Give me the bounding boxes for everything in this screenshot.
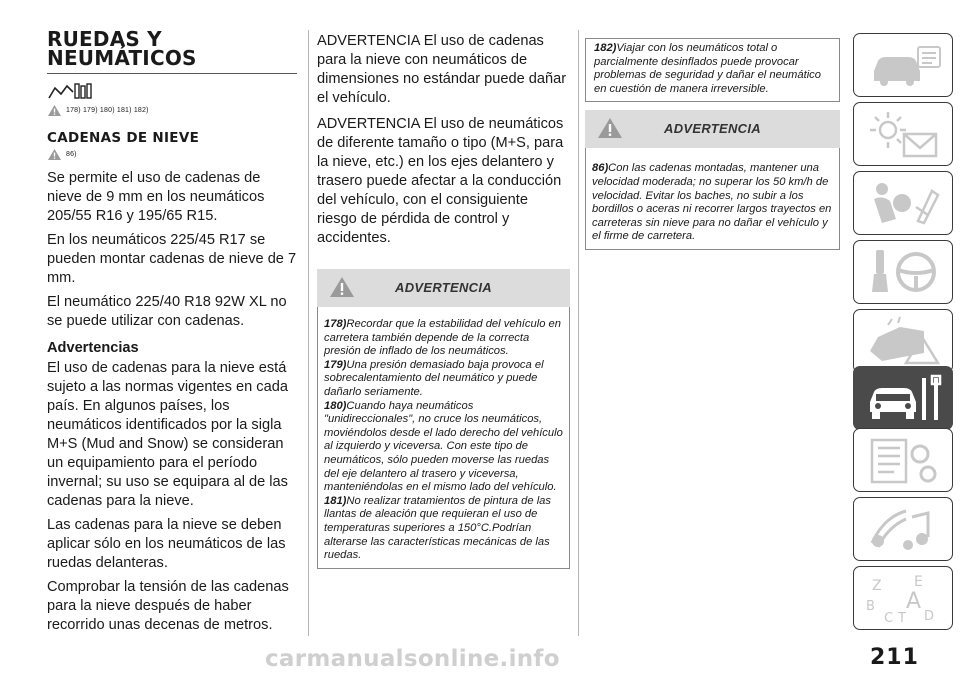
warning-item: 181)No realizar tratamientos de pintura de las llantas de aleación que requieran el uso de temperaturas superiores a 150°C.Podrían alterarse las características mecánicas de las ruedas. xyxy=(324,494,551,562)
warning-body xyxy=(585,148,840,250)
warning-box xyxy=(317,269,570,569)
warning-title: ADVERTENCIA xyxy=(664,121,761,137)
page-title-line1: RUEDAS Y xyxy=(47,27,162,51)
warning-triangle-icon xyxy=(329,276,355,298)
warning-body xyxy=(317,307,570,569)
column-divider xyxy=(308,30,309,636)
subheading: Advertencias xyxy=(47,340,139,356)
paragraph: Se permite el uso de cadenas de nieve de 9 mm en los neumáticos 205/55 R16 y 195/65 R15. xyxy=(47,170,265,224)
svg-text:T: T xyxy=(898,611,906,626)
title-refs xyxy=(47,102,297,118)
paragraph: Las cadenas para la nieve se deben aplicar sólo en los neumáticos de las ruedas delanteras. xyxy=(47,517,286,571)
paragraph: En los neumáticos 225/45 R17 se pueden montar cadenas de nieve de 7 mm. xyxy=(47,232,297,286)
warning-item: 178)Recordar que la estabilidad del vehículo en carretera también depende de la correcta presión de inflado de los neumáticos. xyxy=(324,318,561,358)
column-1 xyxy=(47,27,297,635)
title-rule xyxy=(47,73,297,74)
warning-triangle-icon xyxy=(47,148,62,161)
warning-lights-icon xyxy=(862,108,946,162)
tire-chain-icon xyxy=(47,80,297,102)
warning-triangle-icon xyxy=(47,104,62,117)
paragraph: ADVERTENCIA El uso de neumáticos de diferente tamaño o tipo (M+S, para la nieve, etc.) en los ejes delantero y trasero puede afectar a la conducción del vehículo, con el consiguiente riesgo de pérdida de control y accidentes. xyxy=(317,116,564,246)
warning-item: 180)Cuando haya neumáticos "unidireccionales", no cruce los neumáticos, moviéndolos desde el lado derecho del vehículo al izquierdo y viceversa. Con este tipo de neumáticos, sólo pueden moverse las ruedas del eje delantero al trasero y viceversa, manteniéndolas en el mismo lado del vehículo. xyxy=(324,399,563,494)
page-title-line2: NEUMÁTICOS xyxy=(47,46,197,70)
emergency-car-icon xyxy=(862,315,946,369)
watermark: carmanualsonline.info xyxy=(265,646,560,672)
section-refs xyxy=(47,146,297,162)
warning-header xyxy=(317,269,570,307)
paragraph: El uso de cadenas para la nieve está sujeto a las normas vigentes en cada país. En algunos países, los neumáticos identificados por la sigla M+S (Mud and Snow) se consideran un equipamiento para el período invernal; su uso se equipara al de las cadenas para la nieve. xyxy=(47,360,288,509)
page-number: 211 xyxy=(870,645,919,670)
paragraph: ADVERTENCIA El uso de cadenas para la nieve con neumáticos de dimensiones no estándar puede dañar el vehículo. xyxy=(317,33,567,106)
warning-title: ADVERTENCIA xyxy=(395,280,492,295)
warning-box xyxy=(585,110,840,250)
nav-tab-safety[interactable] xyxy=(853,171,953,235)
alphabetical-index-icon xyxy=(862,572,946,626)
warning-item: 179)Una presión demasiado baja provoca el sobrecalentamiento del neumático y puede dañarlo seriamente. xyxy=(324,358,544,398)
svg-text:B: B xyxy=(866,599,875,614)
column-3 xyxy=(585,38,840,250)
column-divider xyxy=(578,30,579,636)
nav-tab-index[interactable] xyxy=(853,566,953,630)
multimedia-icon xyxy=(862,503,946,557)
seat-airbag-icon xyxy=(862,177,946,231)
svg-text:A: A xyxy=(906,589,922,614)
technical-data-icon xyxy=(862,434,946,488)
nav-tab-multimedia[interactable] xyxy=(853,497,953,561)
svg-text:D: D xyxy=(924,609,935,624)
nav-tab-servicing[interactable] xyxy=(853,366,953,430)
section-title: CADENAS DE NIEVE xyxy=(47,130,200,146)
car-wrench-icon xyxy=(862,372,946,426)
warning-header xyxy=(585,110,840,148)
svg-text:E: E xyxy=(914,574,923,590)
nav-tab-technical-data[interactable] xyxy=(853,428,953,492)
paragraph: El neumático 225/40 R18 92W XL no se puede utilizar con cadenas. xyxy=(47,294,287,329)
key-steering-icon xyxy=(862,246,946,300)
nav-tab-emergency[interactable] xyxy=(853,309,953,373)
warning-continued-box: 182)Viajar con los neumáticos total o parcialmente desinflados puede provocar problemas de seguridad y dañar el neumático en cuestión de manera irreversible. xyxy=(585,38,840,102)
warning-item: 86)Con las cadenas montadas, mantener una velocidad moderada; no superar los 50 km/h de velocidad. Evitar los baches, no subir a los bordillos o aceras ni recorrer largos trayectos en carreteras sin nieve para no dañar el vehículo y el firme de carretera. xyxy=(592,162,832,243)
nav-tab-warning-lights[interactable] xyxy=(853,102,953,166)
column-2 xyxy=(317,32,570,569)
nav-tab-starting-driving[interactable] xyxy=(853,240,953,304)
svg-text:Z: Z xyxy=(872,578,882,594)
title-refs-text: 178) 179) 180) 181) 182) xyxy=(66,106,149,114)
svg-text:C: C xyxy=(884,611,894,626)
paragraph: Comprobar la tensión de las cadenas para la nieve después de haber recorrido unas decenas de metros. xyxy=(47,579,289,633)
warning-triangle-icon xyxy=(597,117,623,139)
nav-tab-dashboard[interactable] xyxy=(853,33,953,97)
car-dashboard-icon xyxy=(862,39,946,93)
section-refs-text: 86) xyxy=(66,150,77,158)
